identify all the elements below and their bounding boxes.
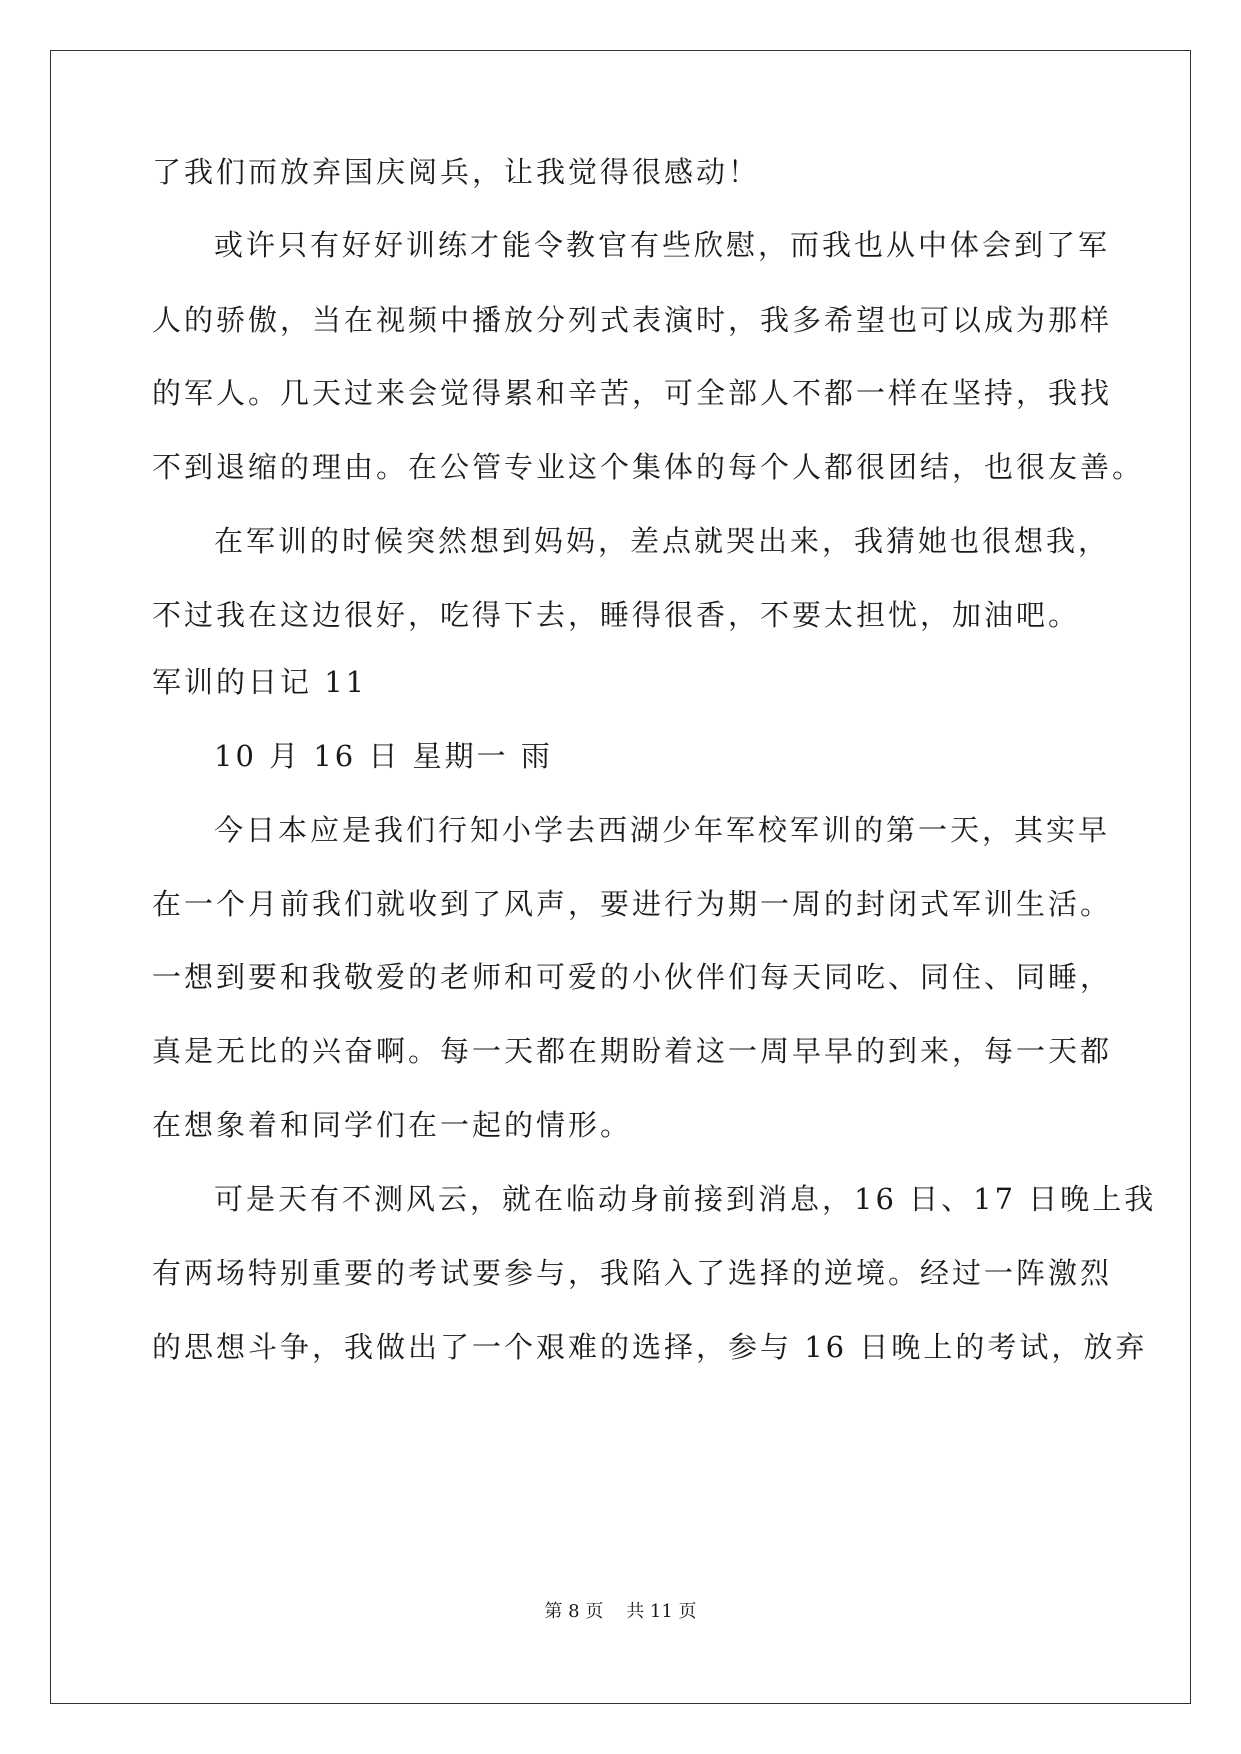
- text-line: 人的骄傲，当在视频中播放分列式表演时，我多希望也可以成为那样: [152, 303, 1113, 337]
- text-line: 一想到要和我敬爱的老师和可爱的小伙伴们每天同吃、同住、同睡，: [152, 960, 1113, 994]
- text-line: 有两场特别重要的考试要参与，我陷入了选择的逆境。经过一阵激烈: [152, 1256, 1113, 1290]
- text-line: 不到退缩的理由。在公管专业这个集体的每个人都很团结，也很友善。: [152, 450, 1145, 484]
- text-line: 了我们而放弃国庆阅兵，让我觉得很感动！: [152, 155, 761, 189]
- paragraph-start-line: 可是天有不测风云，就在临动身前接到消息，16 日、17 日晚上我: [214, 1182, 1157, 1216]
- paragraph-start-line: 或许只有好好训练才能令教官有些欣慰，而我也从中体会到了军: [214, 228, 1111, 262]
- page-number-footer: 第 8 页 共 11 页: [544, 1601, 697, 1622]
- text-line: 不过我在这边很好，吃得下去，睡得很香，不要太担忧，加油吧。: [152, 598, 1081, 632]
- text-line: 的军人。几天过来会觉得累和辛苦，可全部人不都一样在坚持，我找: [152, 376, 1113, 410]
- section-heading: 军训的日记 11: [152, 665, 368, 699]
- text-line: 在想象着和同学们在一起的情形。: [152, 1108, 633, 1142]
- paragraph-start-line: 今日本应是我们行知小学去西湖少年军校军训的第一天，其实早: [214, 813, 1111, 847]
- text-line: 的思想斗争，我做出了一个艰难的选择，参与 16 日晚上的考试，放弃: [152, 1330, 1148, 1364]
- text-line: 在一个月前我们就收到了风声，要进行为期一周的封闭式军训生活。: [152, 887, 1113, 921]
- text-line: 真是无比的兴奋啊。每一天都在期盼着这一周早早的到来，每一天都: [152, 1034, 1113, 1068]
- page-border: [50, 50, 1191, 1704]
- diary-date-line: 10 月 16 日 星期一 雨: [214, 739, 553, 773]
- paragraph-start-line: 在军训的时候突然想到妈妈，差点就哭出来，我猜她也很想我，: [214, 524, 1111, 558]
